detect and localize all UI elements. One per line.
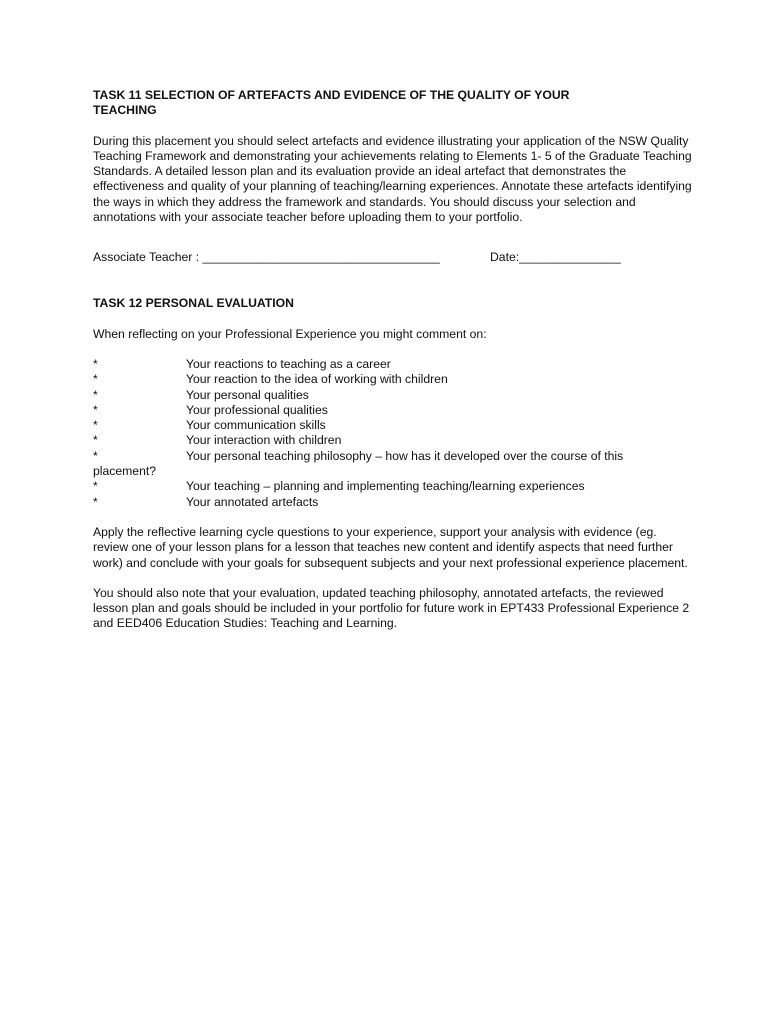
list-item-text: Your teaching – planning and implementing teaching/learning experiences xyxy=(186,479,585,494)
list-item-text: Your reactions to teaching as a career xyxy=(186,356,391,371)
reflection-paragraph: Apply the reflective learning cycle questions to your experience, support your analysis with evidence (eg. review one of your lesson plans for a lesson that teaches new content and identify aspects that need further work) and conclude with your goals for subsequent subjects and your next professional experience placement. xyxy=(93,524,688,570)
list-item xyxy=(93,479,693,494)
bullet-asterisk: * xyxy=(93,494,98,509)
list-item xyxy=(93,388,693,403)
list-item xyxy=(93,495,693,510)
list-item-text: Your professional qualities xyxy=(186,402,328,417)
list-item xyxy=(93,418,693,433)
list-item-text: Your communication skills xyxy=(186,418,326,433)
task11-heading-line1: TASK 11 SELECTION OF ARTEFACTS AND EVIDENCE OF THE QUALITY OF YOUR xyxy=(93,88,570,102)
task11-body: During this placement you should select artefacts and evidence illustrating your application of the NSW Quality Teaching Framework and demonstrating your achievements relating to Elements 1- 5 of the Graduate Teaching Standards. A detailed lesson plan and its evaluation provide an ideal artefact that demonstrates the effectiveness and quality of your planning of teaching/learning experiences. Annotate these artefacts identifying the ways in which they address the framework and standards. You should discuss your selection and annotations with your associate teacher before uploading them to your portfolio. xyxy=(93,133,692,225)
bullet-asterisk: * xyxy=(93,418,98,433)
list-item-wrap-text: placement? xyxy=(93,464,157,479)
task12-heading: TASK 12 PERSONAL EVALUATION xyxy=(93,296,294,311)
bullet-asterisk: * xyxy=(93,356,98,371)
document-page xyxy=(93,88,693,632)
associate-teacher-field: Associate Teacher : ___________________________________ xyxy=(93,250,440,265)
list-item-text: Your personal teaching philosophy – how has it developed over the course of this xyxy=(186,448,624,463)
bullet-asterisk: * xyxy=(93,433,98,448)
task11-heading-line2: TEACHING xyxy=(93,103,157,118)
list-item xyxy=(93,372,693,387)
bullet-asterisk: * xyxy=(93,479,98,494)
list-item xyxy=(93,433,693,448)
list-item xyxy=(93,357,693,372)
list-item-text: Your annotated artefacts xyxy=(186,494,319,509)
task11-heading xyxy=(93,88,693,119)
list-item-text: Your reaction to the idea of working with children xyxy=(186,372,448,387)
bullet-asterisk: * xyxy=(93,448,98,463)
bullet-asterisk: * xyxy=(93,387,98,402)
bullet-asterisk: * xyxy=(93,402,98,417)
closing-paragraph: You should also note that your evaluation, updated teaching philosophy, annotated artefacts, the reviewed lesson plan and goals should be included in your portfolio for future work in EPT433 Professional Experience 2 and EED406 Education Studies: Teaching and Learning. xyxy=(93,585,690,631)
list-item xyxy=(93,403,693,418)
bullet-asterisk: * xyxy=(93,372,98,387)
list-item-text: Your interaction with children xyxy=(186,433,342,448)
reflection-list xyxy=(93,357,693,510)
list-item-text: Your personal qualities xyxy=(186,387,309,402)
date-field: Date:_______________ xyxy=(490,250,621,265)
signature-row xyxy=(93,250,693,266)
list-item xyxy=(93,449,693,480)
task12-intro: When reflecting on your Professional Experience you might comment on: xyxy=(93,326,487,341)
